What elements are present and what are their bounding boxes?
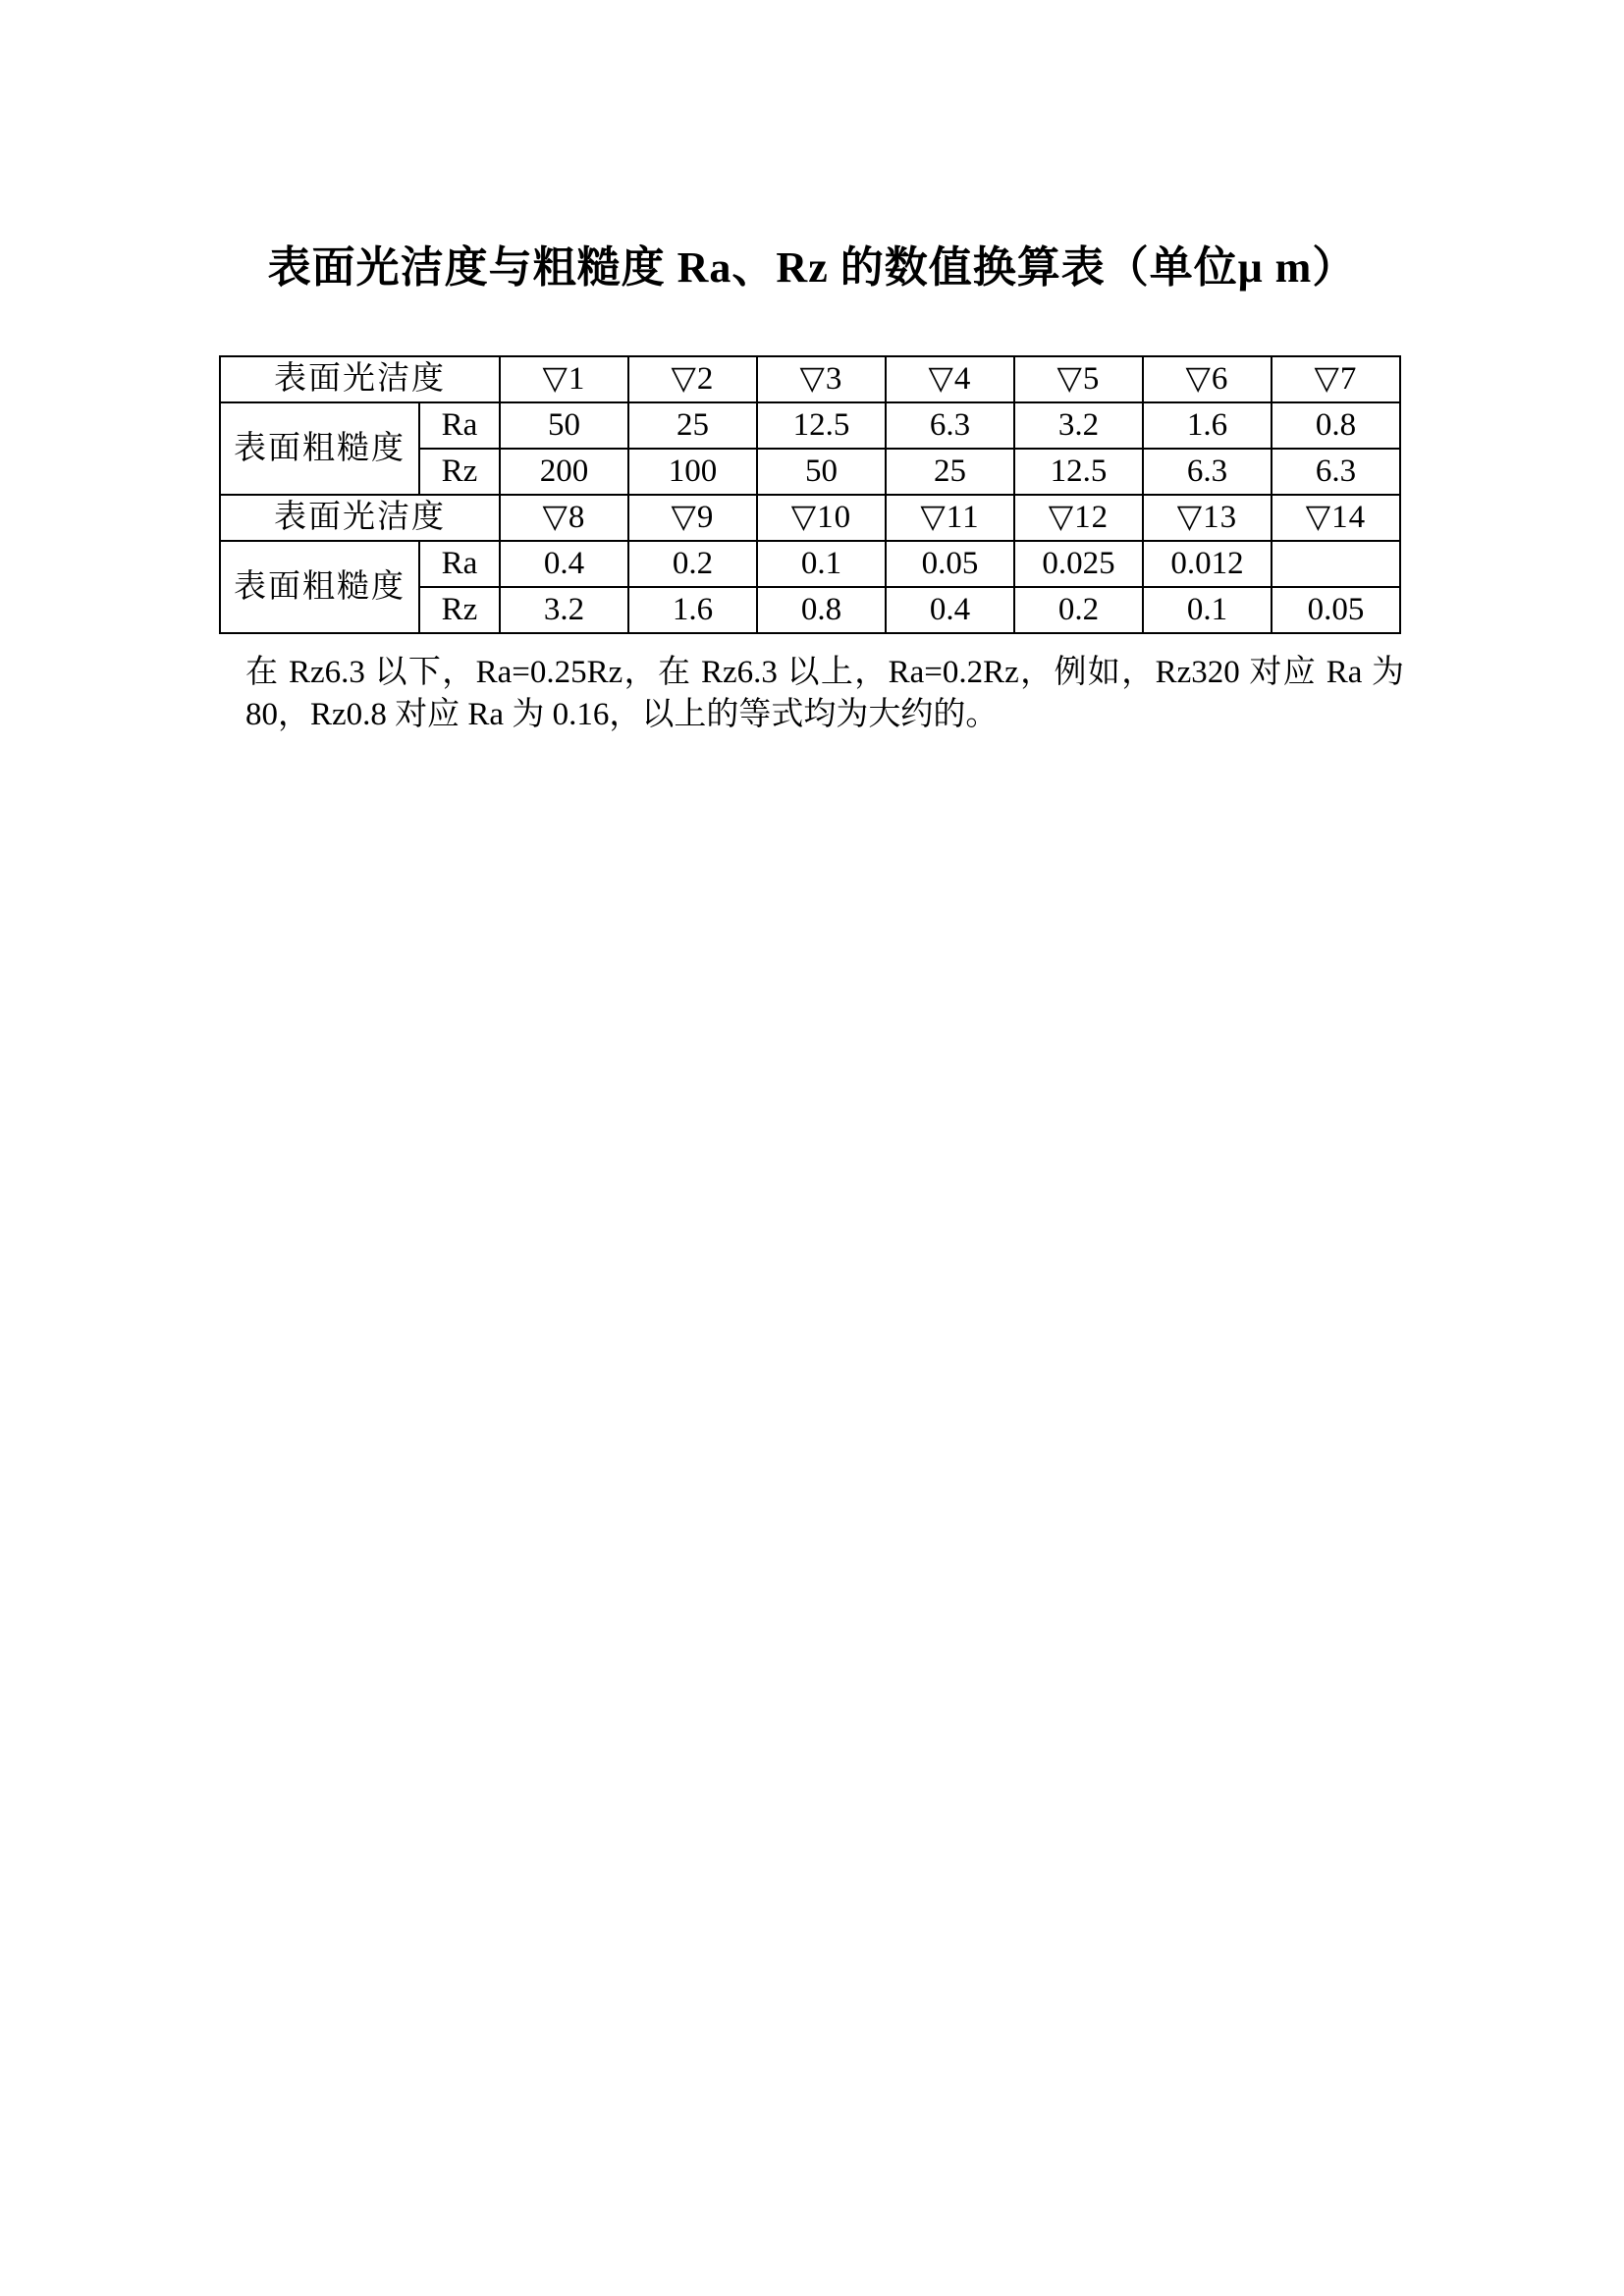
rz-value-cell: 100 xyxy=(628,449,757,495)
grade-cell: ▽10 xyxy=(757,495,886,541)
table-row xyxy=(220,495,1400,541)
table-row xyxy=(220,402,1400,449)
grade-cell: ▽2 xyxy=(628,356,757,402)
rz-value-cell: 6.3 xyxy=(1272,449,1400,495)
grade-cell: ▽7 xyxy=(1272,356,1400,402)
ra-label-cell: Ra xyxy=(419,402,500,449)
rz-value-cell: 50 xyxy=(757,449,886,495)
ra-label-cell: Ra xyxy=(419,541,500,587)
page-title: 表面光洁度与粗糙度 Ra、Rz 的数值换算表（单位μ m） xyxy=(267,243,1357,292)
grade-cell: ▽3 xyxy=(757,356,886,402)
roughness-header-cell: 表面粗糙度 xyxy=(220,402,419,495)
table-row xyxy=(220,541,1400,587)
ra-value-cell: 0.1 xyxy=(757,541,886,587)
rz-value-cell: 25 xyxy=(886,449,1014,495)
grade-cell: ▽11 xyxy=(886,495,1014,541)
grade-cell: ▽6 xyxy=(1143,356,1272,402)
finish-header-cell: 表面光洁度 xyxy=(220,495,500,541)
rz-label-cell: Rz xyxy=(419,587,500,633)
ra-value-cell: 1.6 xyxy=(1143,402,1272,449)
ra-value-cell: 6.3 xyxy=(886,402,1014,449)
ra-value-cell-empty xyxy=(1272,541,1400,587)
ra-value-cell: 50 xyxy=(500,402,628,449)
ra-value-cell: 0.05 xyxy=(886,541,1014,587)
rz-value-cell: 0.1 xyxy=(1143,587,1272,633)
grade-cell: ▽13 xyxy=(1143,495,1272,541)
table-row xyxy=(220,356,1400,402)
rz-value-cell: 3.2 xyxy=(500,587,628,633)
ra-value-cell: 0.012 xyxy=(1143,541,1272,587)
rz-label-cell: Rz xyxy=(419,449,500,495)
grade-cell: ▽9 xyxy=(628,495,757,541)
grade-cell: ▽1 xyxy=(500,356,628,402)
rz-value-cell: 0.4 xyxy=(886,587,1014,633)
rz-value-cell: 6.3 xyxy=(1143,449,1272,495)
roughness-header-cell: 表面粗糙度 xyxy=(220,541,419,633)
rz-value-cell: 200 xyxy=(500,449,628,495)
grade-cell: ▽14 xyxy=(1272,495,1400,541)
ra-value-cell: 25 xyxy=(628,402,757,449)
ra-value-cell: 0.2 xyxy=(628,541,757,587)
ra-value-cell: 3.2 xyxy=(1014,402,1143,449)
ra-value-cell: 0.8 xyxy=(1272,402,1400,449)
rz-value-cell: 12.5 xyxy=(1014,449,1143,495)
finish-header-cell: 表面光洁度 xyxy=(220,356,500,402)
rz-value-cell: 1.6 xyxy=(628,587,757,633)
grade-cell: ▽8 xyxy=(500,495,628,541)
ra-value-cell: 0.025 xyxy=(1014,541,1143,587)
ra-value-cell: 0.4 xyxy=(500,541,628,587)
rz-value-cell: 0.05 xyxy=(1272,587,1400,633)
conversion-table xyxy=(219,355,1401,634)
rz-value-cell: 0.8 xyxy=(757,587,886,633)
grade-cell: ▽12 xyxy=(1014,495,1143,541)
note-paragraph: 在 Rz6.3 以下，Ra=0.25Rz，在 Rz6.3 以上，Ra=0.2Rz，例如，Rz320 对应 Ra 为 80，Rz0.8 对应 Ra 为 0.16，以上的等式均为大约的。 xyxy=(245,655,1404,732)
grade-cell: ▽4 xyxy=(886,356,1014,402)
ra-value-cell: 12.5 xyxy=(757,402,886,449)
rz-value-cell: 0.2 xyxy=(1014,587,1143,633)
grade-cell: ▽5 xyxy=(1014,356,1143,402)
